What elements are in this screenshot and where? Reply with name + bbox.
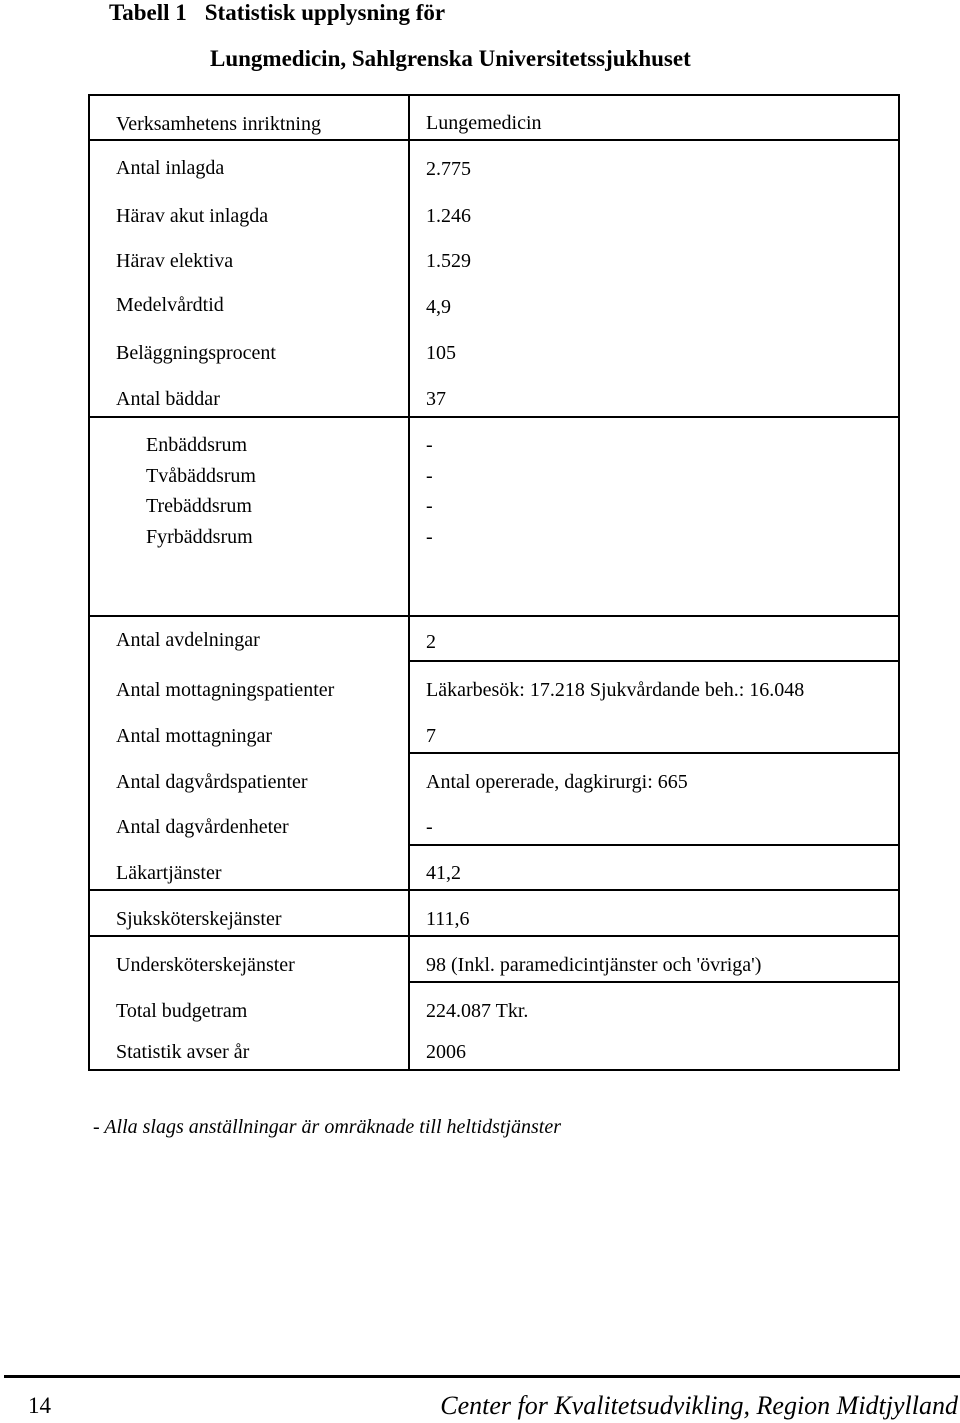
row-label: Antal mottagningspatienter: [116, 679, 335, 701]
row-value: 2.775: [426, 158, 471, 180]
footnote: - Alla slags anställningar är omräknade till heltidstjänster: [93, 1116, 561, 1138]
row-value: -: [426, 816, 433, 838]
row-value: 2006: [426, 1041, 466, 1063]
room-type-value: -: [426, 465, 433, 487]
room-type-label: Trebäddsrum: [146, 495, 252, 517]
room-type-value: -: [426, 526, 433, 548]
row-label: Antal inlagda: [116, 157, 225, 179]
row-divider: [90, 615, 898, 617]
row-value: Läkarbesök: 17.218 Sjukvårdande beh.: 16.048: [426, 679, 805, 701]
row-value: Antal opererade, dagkirurgi: 665: [426, 771, 688, 793]
room-type-label: Tvåbäddsrum: [146, 465, 256, 487]
room-type-value: -: [426, 434, 433, 456]
row-divider: [90, 416, 898, 418]
row-value: Lungemedicin: [426, 112, 542, 134]
table-title-line1: Statistisk upplysning för: [204, 0, 446, 25]
row-divider: [410, 752, 898, 754]
table-heading: [109, 0, 445, 26]
table-title-line2: Lungmedicin, Sahlgrenska Universitetssjukhuset: [210, 46, 691, 71]
row-divider: [90, 935, 898, 937]
statistics-table: [88, 94, 900, 1071]
row-label: Härav akut inlagda: [116, 205, 269, 227]
row-value: 224.087 Tkr.: [426, 1000, 529, 1022]
row-label: Sjuksköterskejänster: [116, 908, 282, 930]
room-type-label: Enbäddsrum: [146, 434, 248, 456]
page-number: 14: [28, 1393, 51, 1418]
row-divider: [90, 889, 898, 891]
row-divider: [90, 139, 898, 141]
table-label: Tabell 1: [109, 0, 187, 25]
row-value: 7: [426, 725, 436, 747]
footer-organization: Center for Kvalitetsudvikling, Region Midtjylland: [440, 1391, 958, 1420]
row-value: 41,2: [426, 862, 461, 884]
row-value: 98 (Inkl. paramedicintjänster och 'övriga'): [426, 954, 762, 976]
row-label: Beläggningsprocent: [116, 342, 276, 364]
row-value: 4,9: [426, 296, 451, 318]
row-label: Antal dagvårdenheter: [116, 816, 289, 838]
row-label: Antal mottagningar: [116, 725, 273, 747]
row-value: 1.529: [426, 250, 471, 272]
column-divider: [408, 96, 410, 1069]
row-divider: [410, 844, 898, 846]
row-value: 111,6: [426, 908, 470, 930]
row-label: Antal bäddar: [116, 388, 220, 410]
row-label: Medelvårdtid: [116, 294, 224, 316]
row-value: 1.246: [426, 205, 471, 227]
row-label: Läkartjänster: [116, 862, 222, 884]
row-value: 105: [426, 342, 456, 364]
row-label: Statistik avser år: [116, 1041, 250, 1063]
row-label: Antal avdelningar: [116, 629, 260, 651]
row-label: Total budgetram: [116, 1000, 248, 1022]
row-label: Verksamhetens inriktning: [116, 113, 321, 135]
row-value: 2: [426, 631, 436, 653]
room-type-label: Fyrbäddsrum: [146, 526, 253, 548]
row-label: Härav elektiva: [116, 250, 234, 272]
row-label: Antal dagvårdspatienter: [116, 771, 308, 793]
row-value: 37: [426, 388, 446, 410]
row-divider: [410, 981, 898, 983]
row-label: Undersköterskejänster: [116, 954, 295, 976]
row-divider: [410, 660, 898, 662]
room-type-value: -: [426, 495, 433, 517]
footer-divider: [4, 1375, 960, 1378]
